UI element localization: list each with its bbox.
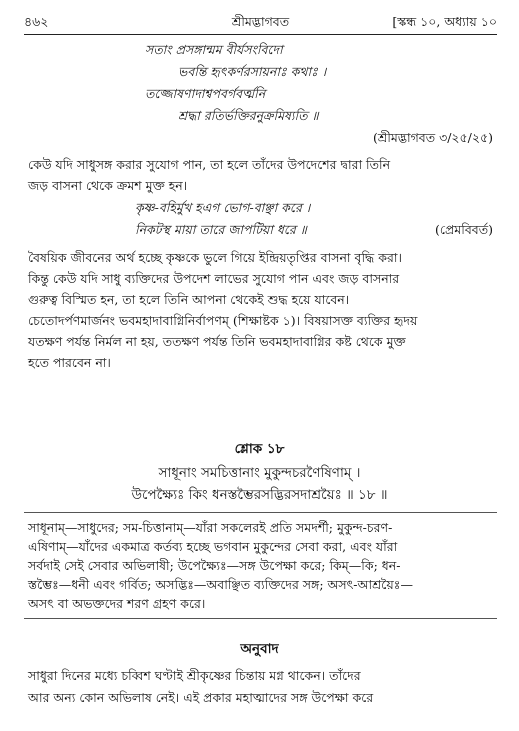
paragraph-2-line: গুরুত্ব বিস্মিত হন, তা হলে তিনি আপনা থেকেই শুদ্ধ হয়ে যাবেন। <box>28 292 350 307</box>
synonyms-line: সর্বদাই সেই সেবার অভিলাষী; উপেক্ষ্যৈঃ—সঙ্গ উপেক্ষা করে; কিম্—কি; ধন- <box>28 558 401 573</box>
sloka-line-1: সাধূনাং সমচিত্তানাং মুকুন্দচরণৈষিণাম্ । <box>158 465 361 481</box>
translation-line: সাধুরা দিনের মধ্যে চব্বিশ ঘণ্টাই শ্রীকৃষ্ণের চিন্তায় মগ্ন থাকেন। তাঁদের <box>28 668 361 683</box>
translation-text <box>28 665 490 709</box>
sloka-line-2: উপেক্ষ্যৈঃ কিং ধনস্তম্ভৈরসদ্ভিরসদাশ্রয়ৈঃ ॥ ১৮ ॥ <box>131 487 388 503</box>
synonyms-line: স্তম্ভৈঃ—ধনী এবং গর্বিত; অসদ্ভিঃ—অবাঞ্ছিত ব্যক্তিদের সঙ্গ; অসৎ-আশ্রয়ৈঃ— <box>28 577 413 592</box>
paragraph-2-line: কিন্তু কেউ যদি সাধু ব্যক্তিদের উপদেশ লাভের সুযোগ পান এবং জড় বাসনার <box>28 271 400 286</box>
sloka-heading: শ্লোক ১৮ <box>234 441 285 457</box>
synonyms-line: অসৎ বা অভক্তদের শরণ গ্রহণ করে। <box>28 596 206 611</box>
verse2-line-2: নিকটস্থ মায়া তারে জাপটিয়া ধরে ॥ <box>135 222 307 237</box>
section-label: [স্কন্ধ ১০, অধ্যায় ১০ <box>392 14 497 29</box>
verse1-line-4: শ্রদ্ধা রতির্ভক্তিরনুক্রমিষ্যতি ॥ <box>178 108 319 123</box>
paragraph-1-line: জড় বাসনা থেকে ক্রমশ মুক্ত হন। <box>28 178 188 193</box>
book-title: শ্রীমদ্ভাগবত <box>231 14 290 29</box>
paragraph-2-line: চেতোদর্পণমার্জনং ভবমহাদাবাগ্নিনির্বাপণম্ (শিক্ষাষ্টক ১)। বিষয়াসক্ত ব্যক্তির হৃদয় <box>28 313 418 328</box>
paragraph-1-line: কেউ যদি সাধুসঙ্গ করার সুযোগ পান, তা হলে তাঁদের উপদেশের দ্বারা তিনি <box>28 157 391 172</box>
translation-heading: অনুবাদ <box>240 641 279 657</box>
page-number: ৪৬২ <box>24 14 49 29</box>
synonyms-top-rule <box>24 512 497 513</box>
verse1-line-1: সতাং প্রসঙ্গান্মম বীর্যসংবিদো <box>145 42 283 57</box>
paragraph-2-line: হতে পারবেন না। <box>28 355 111 370</box>
verse2-source: (প্রেমবিবর্ত) <box>435 222 493 237</box>
header-rule <box>24 34 497 35</box>
verse2-line-1: কৃষ্ণ-বহির্মুখ হএগ ভোগ-বাঞ্ছা করে । <box>135 200 311 215</box>
paragraph-1 <box>28 154 490 196</box>
paragraph-2-line: বৈষয়িক জীবনের অর্থ হচ্ছে কৃষ্ণকে ভুলে গিয়ে ইন্দ্রিয়তৃপ্তির বাসনা বৃদ্ধি করা। <box>28 250 402 265</box>
paragraph-2 <box>28 247 490 373</box>
synonyms-bottom-rule <box>24 618 497 619</box>
verse1-source: (শ্রীমদ্ভাগবত ৩/২৫/২৫) <box>372 130 493 145</box>
synonyms-block <box>28 518 490 613</box>
verse1-line-3: তজ্জোষণাদাশ্বপবর্গবর্ত্মনি <box>145 86 266 101</box>
page-header <box>24 14 497 32</box>
paragraph-2-line: যতক্ষণ পর্যন্ত নির্মল না হয়, ততক্ষণ পর্যন্ত তিনি ভবমহাদাবাগ্নির কষ্ট থেকে মুক্ত <box>28 334 406 349</box>
verse1-line-2: ভবন্তি হৃৎকর্ণরসায়নাঃ কথাঃ । <box>178 64 327 79</box>
synonyms-line: সাধূনাম্—সাধুদের; সম-চিত্তানাম্—যাঁরা সকলেরই প্রতি সমদর্শী; মুকুন্দ-চরণ- <box>28 520 393 535</box>
synonyms-line: এষিণাম্—যাঁদের একমাত্র কর্তব্য হচ্ছে ভগবান মুকুন্দের সেবা করা, এবং যাঁরা <box>28 539 398 554</box>
translation-line: আর অন্য কোন অভিলাষ নেই। এই প্রকার মহাত্মাদের সঙ্গ উপেক্ষা করে <box>28 690 374 705</box>
